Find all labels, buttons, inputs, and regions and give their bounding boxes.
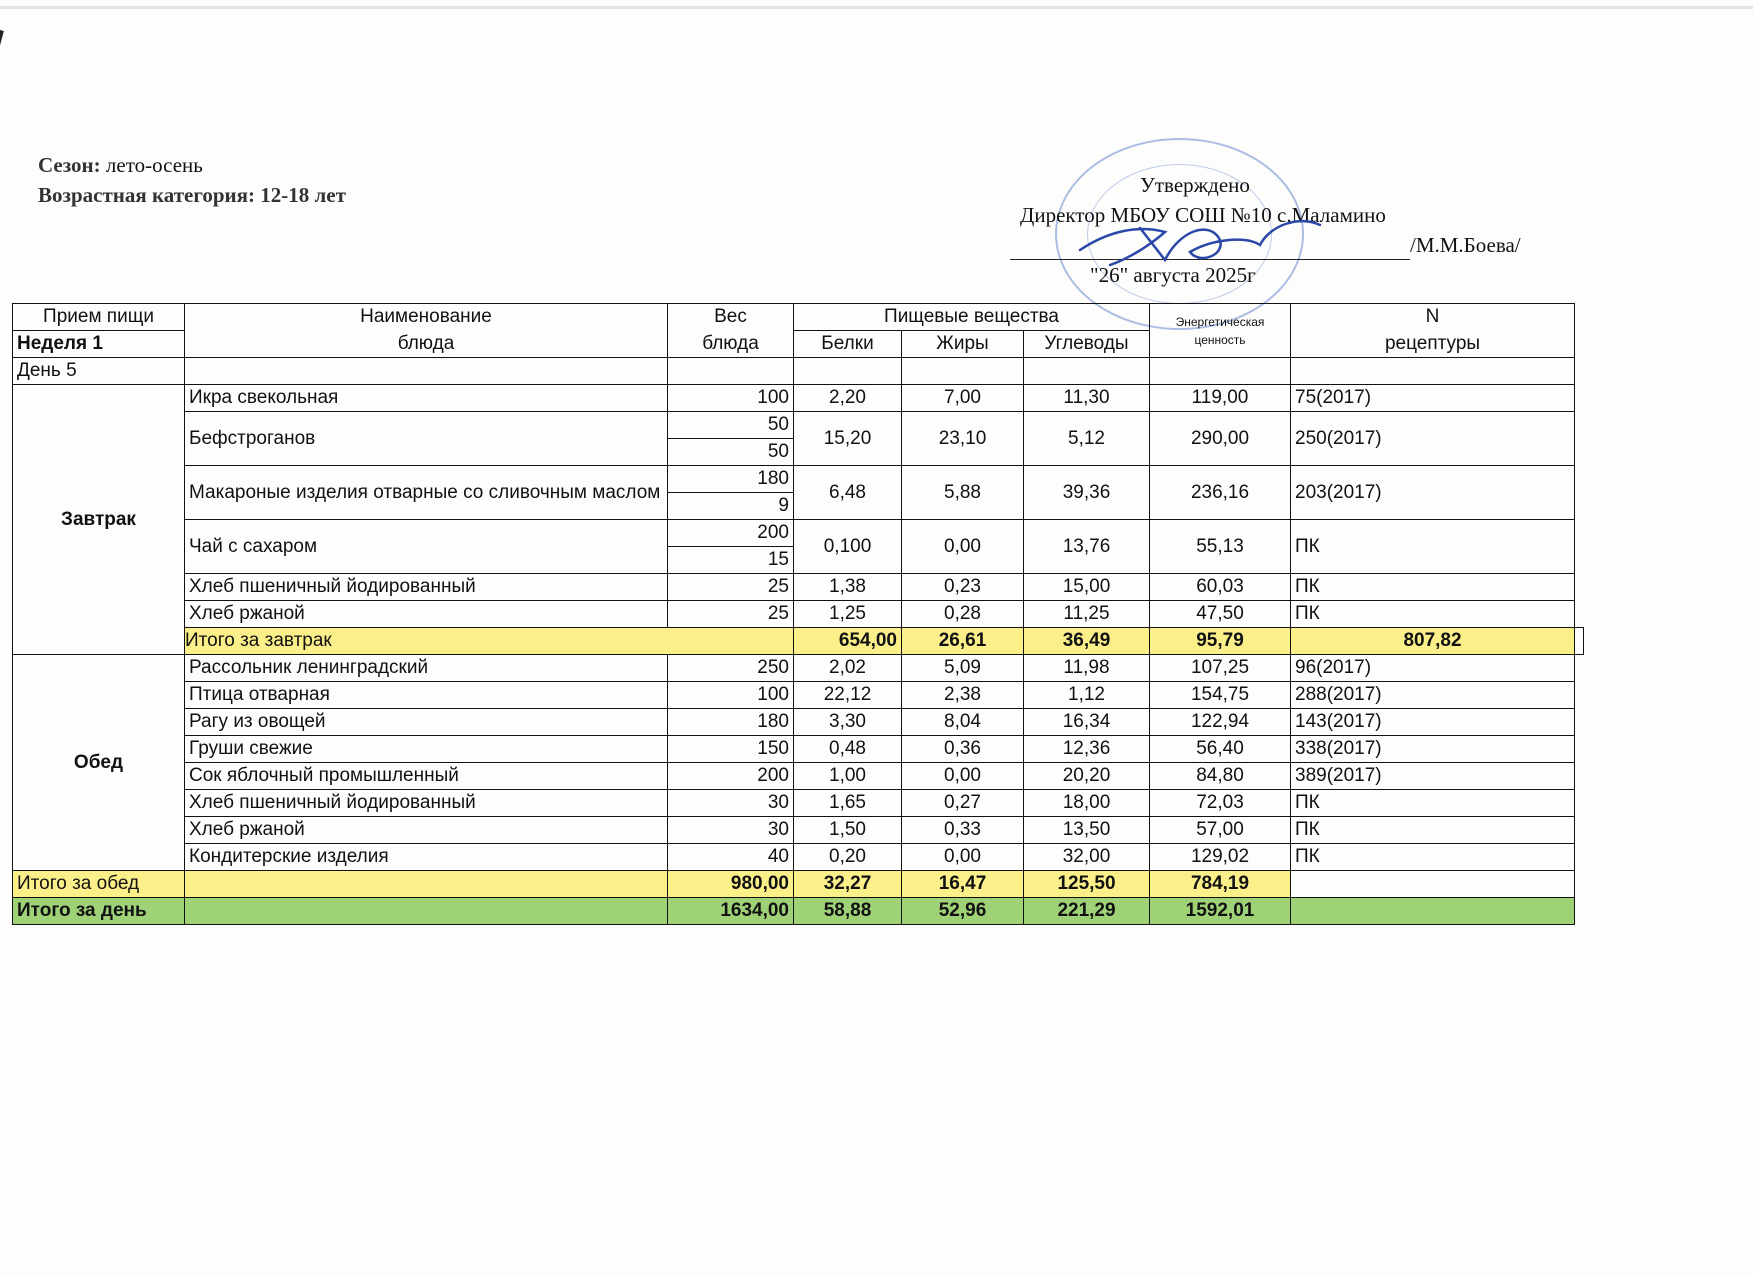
dish-carbs: 11,98: [1024, 655, 1150, 682]
scan-top-edge: [0, 6, 1753, 9]
table-row: [13, 682, 1584, 709]
day-label: День 5: [13, 358, 185, 385]
total-energy: 1592,01: [1150, 898, 1291, 925]
dish-protein: 1,38: [794, 574, 902, 601]
breakfast-total-label: Итого за завтрак: [185, 628, 794, 655]
dish-name: Хлеб пшеничный йодированный: [185, 574, 668, 601]
table-row: [13, 844, 1584, 871]
col-fat-header: Жиры: [902, 331, 1024, 358]
dish-fat: 8,04: [902, 709, 1024, 736]
table-row: [13, 412, 1584, 439]
dish-fat: 7,00: [902, 385, 1024, 412]
dish-protein: 2,02: [794, 655, 902, 682]
table-row: [13, 655, 1584, 682]
dish-fat: 0,27: [902, 790, 1024, 817]
dish-recipe: 338(2017): [1291, 736, 1575, 763]
dish-carbs: 20,20: [1024, 763, 1150, 790]
total-carbs: 221,29: [1024, 898, 1150, 925]
total-protein: 32,27: [794, 871, 902, 898]
col-nutrients-header: Пищевые вещества: [794, 304, 1150, 331]
empty-cell: [902, 358, 1024, 385]
total-energy: 807,82: [1291, 628, 1575, 655]
dish-weight: 180: [668, 466, 794, 493]
season-label: Сезон:: [38, 153, 101, 177]
dish-weight-2: 15: [668, 547, 794, 574]
dish-recipe: 203(2017): [1291, 466, 1575, 520]
dish-name: Груши свежие: [185, 736, 668, 763]
signer-name: /М.М.Боева/: [1410, 233, 1521, 257]
empty-cell: [1150, 358, 1291, 385]
dish-name: Хлеб ржаной: [185, 817, 668, 844]
season-value: лето-осень: [105, 153, 203, 177]
table-row: [13, 817, 1584, 844]
age-value: 12-18 лет: [260, 183, 346, 207]
dish-carbs: 11,25: [1024, 601, 1150, 628]
dish-energy: 119,00: [1150, 385, 1291, 412]
table-row: [13, 466, 1584, 493]
total-carbs: 125,50: [1024, 871, 1150, 898]
dish-name: Макароные изделия отварные со сливочным маслом: [185, 466, 668, 520]
table-row: [13, 790, 1584, 817]
dish-protein: 1,50: [794, 817, 902, 844]
dish-name: Чай с сахаром: [185, 520, 668, 574]
dish-energy: 56,40: [1150, 736, 1291, 763]
empty-cell: [1291, 898, 1575, 925]
total-weight: 980,00: [668, 871, 794, 898]
col-recipe-header: N: [1291, 304, 1575, 331]
dish-energy: 47,50: [1150, 601, 1291, 628]
empty-cell: [185, 358, 668, 385]
dish-weight: 30: [668, 817, 794, 844]
scan-left-edge-mark: [0, 30, 4, 224]
dish-protein: 6,48: [794, 466, 902, 520]
dish-weight-2: 50: [668, 439, 794, 466]
dish-recipe: ПК: [1291, 520, 1575, 574]
approval-position: Директор МБОУ СОШ №10 с.Маламино: [1020, 203, 1386, 227]
dish-recipe: ПК: [1291, 601, 1575, 628]
dish-weight: 25: [668, 601, 794, 628]
header-row-1: [13, 304, 1584, 331]
day-total-label: Итого за день: [13, 898, 185, 925]
dish-energy: 60,03: [1150, 574, 1291, 601]
dish-fat: 23,10: [902, 412, 1024, 466]
dish-carbs: 39,36: [1024, 466, 1150, 520]
dish-recipe: ПК: [1291, 817, 1575, 844]
table-row: [13, 601, 1584, 628]
empty-cell: [185, 871, 668, 898]
dish-fat: 0,23: [902, 574, 1024, 601]
dish-weight: 100: [668, 385, 794, 412]
breakfast-total-row: [13, 628, 1584, 655]
dish-fat: 0,28: [902, 601, 1024, 628]
dish-protein: 0,100: [794, 520, 902, 574]
dish-name: Бефстроганов: [185, 412, 668, 466]
week-label: Неделя 1: [13, 331, 185, 358]
dish-weight: 100: [668, 682, 794, 709]
table-row: [13, 736, 1584, 763]
dish-recipe: ПК: [1291, 844, 1575, 871]
dish-recipe: 75(2017): [1291, 385, 1575, 412]
empty-cell: [794, 358, 902, 385]
dish-carbs: 11,30: [1024, 385, 1150, 412]
approval-title: Утверждено: [1140, 173, 1250, 197]
dish-protein: 1,00: [794, 763, 902, 790]
dish-recipe: ПК: [1291, 574, 1575, 601]
dish-carbs: 32,00: [1024, 844, 1150, 871]
dish-recipe: 250(2017): [1291, 412, 1575, 466]
dish-energy: 57,00: [1150, 817, 1291, 844]
dish-name: Рассольник ленинградский: [185, 655, 668, 682]
dish-weight: 200: [668, 520, 794, 547]
menu-meta: [38, 150, 346, 210]
col-protein-header: Белки: [794, 331, 902, 358]
dish-weight: 180: [668, 709, 794, 736]
dish-weight: 25: [668, 574, 794, 601]
empty-cell: [1024, 358, 1150, 385]
dish-protein: 15,20: [794, 412, 902, 466]
dish-name: Хлеб пшеничный йодированный: [185, 790, 668, 817]
dish-carbs: 1,12: [1024, 682, 1150, 709]
day-row: [13, 358, 1584, 385]
header-row-2: [13, 331, 1584, 358]
dish-carbs: 15,00: [1024, 574, 1150, 601]
dish-protein: 0,20: [794, 844, 902, 871]
col-name-header: Наименование: [185, 304, 668, 331]
dish-weight: 250: [668, 655, 794, 682]
dish-energy: 84,80: [1150, 763, 1291, 790]
dish-energy: 122,94: [1150, 709, 1291, 736]
dish-carbs: 18,00: [1024, 790, 1150, 817]
empty-cell: [668, 358, 794, 385]
lunch-total-row: [13, 871, 1584, 898]
dish-energy: 290,00: [1150, 412, 1291, 466]
dish-energy: 72,03: [1150, 790, 1291, 817]
empty-cell: [185, 898, 668, 925]
dish-recipe: 389(2017): [1291, 763, 1575, 790]
breakfast-label: Завтрак: [13, 385, 185, 655]
total-carbs: 95,79: [1150, 628, 1291, 655]
age-line: [38, 180, 346, 210]
total-protein: 58,88: [794, 898, 902, 925]
dish-protein: 0,48: [794, 736, 902, 763]
dish-energy: 154,75: [1150, 682, 1291, 709]
table-row: [13, 763, 1584, 790]
dish-fat: 0,33: [902, 817, 1024, 844]
dish-protein: 1,65: [794, 790, 902, 817]
dish-fat: 0,00: [902, 763, 1024, 790]
dish-name: Хлеб ржаной: [185, 601, 668, 628]
dish-carbs: 16,34: [1024, 709, 1150, 736]
dish-recipe: 96(2017): [1291, 655, 1575, 682]
total-weight: 654,00: [794, 628, 902, 655]
menu-table: [12, 303, 1584, 925]
table-row: [13, 709, 1584, 736]
dish-protein: 1,25: [794, 601, 902, 628]
dish-fat: 5,88: [902, 466, 1024, 520]
dish-recipe: ПК: [1291, 790, 1575, 817]
empty-cell: [1291, 871, 1575, 898]
dish-energy: 129,02: [1150, 844, 1291, 871]
dish-carbs: 12,36: [1024, 736, 1150, 763]
dish-recipe: 143(2017): [1291, 709, 1575, 736]
dish-fat: 0,00: [902, 844, 1024, 871]
lunch-label: Обед: [13, 655, 185, 871]
total-energy: 784,19: [1150, 871, 1291, 898]
dish-fat: 2,38: [902, 682, 1024, 709]
table-row: [13, 385, 1584, 412]
total-fat: 52,96: [902, 898, 1024, 925]
dish-energy: 55,13: [1150, 520, 1291, 574]
lunch-total-label: Итого за обед: [13, 871, 185, 898]
dish-carbs: 5,12: [1024, 412, 1150, 466]
col-name-header-2: блюда: [185, 331, 668, 358]
season-line: [38, 150, 346, 180]
total-fat: 16,47: [902, 871, 1024, 898]
total-fat: 36,49: [1024, 628, 1150, 655]
dish-protein: 2,20: [794, 385, 902, 412]
dish-weight: 30: [668, 790, 794, 817]
col-carbs-header: Углеводы: [1024, 331, 1150, 358]
dish-energy: 107,25: [1150, 655, 1291, 682]
director-signature: [1070, 210, 1330, 280]
total-weight: 1634,00: [668, 898, 794, 925]
dish-weight: 50: [668, 412, 794, 439]
dish-protein: 22,12: [794, 682, 902, 709]
dish-name: Сок яблочный промышленный: [185, 763, 668, 790]
table-row: [13, 520, 1584, 547]
dish-weight: 200: [668, 763, 794, 790]
table-row: [13, 574, 1584, 601]
dish-recipe: 288(2017): [1291, 682, 1575, 709]
dish-fat: 5,09: [902, 655, 1024, 682]
dish-energy: 236,16: [1150, 466, 1291, 520]
col-recipe-header-2: рецептуры: [1291, 331, 1575, 358]
day-total-row: [13, 898, 1584, 925]
dish-protein: 3,30: [794, 709, 902, 736]
col-energy-header: Энергетическая ценность: [1150, 304, 1291, 358]
col-meal-header: Прием пищи: [13, 304, 185, 331]
total-protein: 26,61: [902, 628, 1024, 655]
dish-fat: 0,36: [902, 736, 1024, 763]
dish-carbs: 13,76: [1024, 520, 1150, 574]
empty-cell: [1291, 358, 1575, 385]
dish-name: Кондитерские изделия: [185, 844, 668, 871]
dish-name: Икра свекольная: [185, 385, 668, 412]
col-weight-header: Вес: [668, 304, 794, 331]
dish-weight: 40: [668, 844, 794, 871]
dish-carbs: 13,50: [1024, 817, 1150, 844]
dish-name: Рагу из овощей: [185, 709, 668, 736]
dish-weight-2: 9: [668, 493, 794, 520]
approval-date: "26" августа 2025г: [1090, 263, 1256, 287]
dish-name: Птица отварная: [185, 682, 668, 709]
dish-weight: 150: [668, 736, 794, 763]
age-label: Возрастная категория:: [38, 183, 255, 207]
dish-fat: 0,00: [902, 520, 1024, 574]
col-weight-header-2: блюда: [668, 331, 794, 358]
empty-cell: [1575, 628, 1584, 655]
